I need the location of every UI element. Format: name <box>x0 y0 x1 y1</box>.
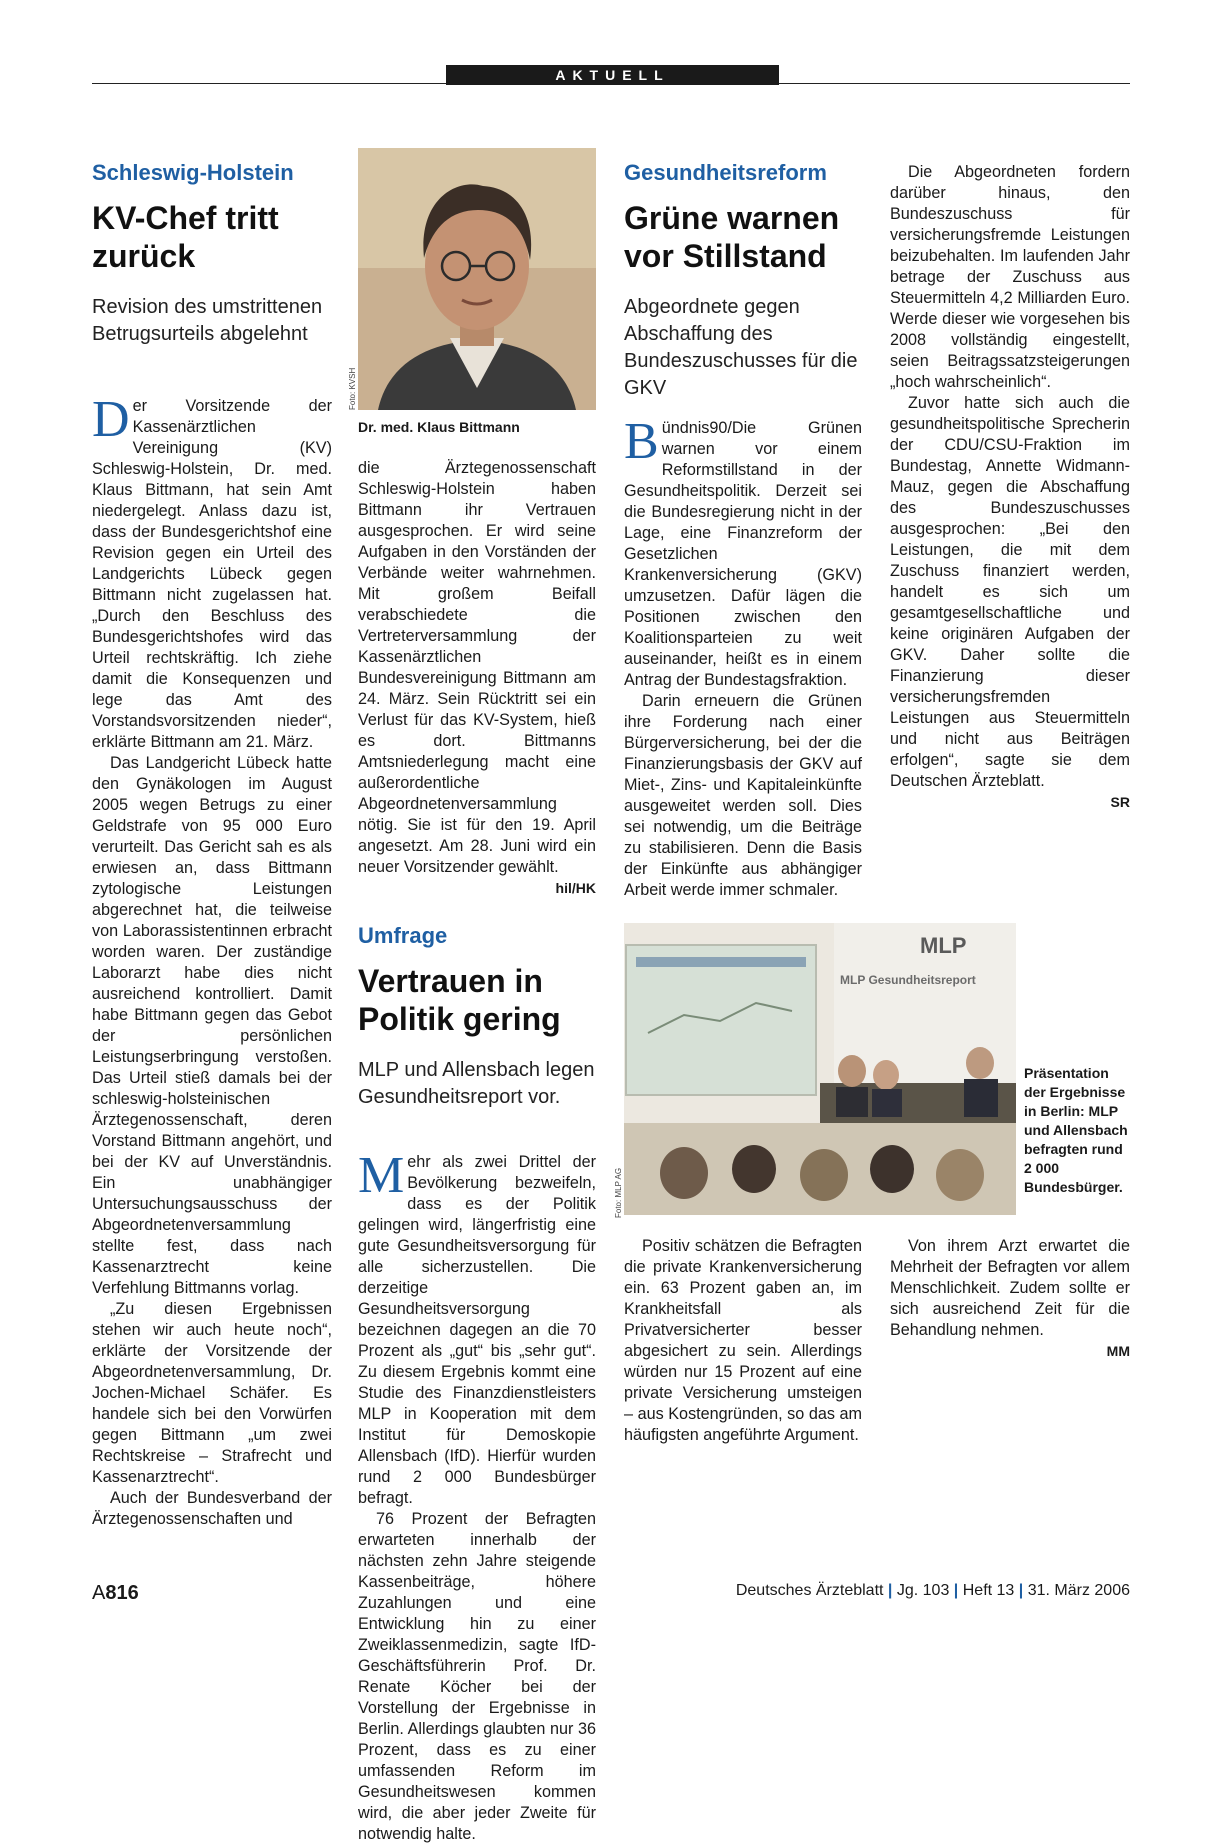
section-label: AKTUELL <box>446 65 779 85</box>
portrait-photo-credit: Foto: KVSH <box>348 367 357 410</box>
event-photo-banner: MLP Gesundheitsreport <box>840 973 976 987</box>
article1-paragraph1: er Vorsitzende der Kassenärztlichen Vereinigung (KV) Schleswig-Holstein, Dr. med. Klaus Bittmann, hat sein Amt niedergelegt. Anlass dazu ist, dass der Bundesgerichtshof eine Revision gegen ein Urteil des Landgerichts Lübeck gegen Bittmann nicht zugelassen hat. „Durch den Beschluss des Bundesgerichtshofes wird das Urteil rechtskräftig. Ich ziehe damit die Konsequenzen und lege das Amt des Vorstandsvorsitzenden nieder“, erklärte Bittmann am 21. März. <box>92 397 332 751</box>
footer-citation <box>736 1582 1130 1600</box>
page-number <box>92 1582 139 1605</box>
article1-kicker: Schleswig-Holstein <box>92 160 294 185</box>
article1-paragraph4: Auch der Bundesverband der Ärztegenossenschaften und <box>92 1489 332 1528</box>
article3-paragraph2: 76 Prozent der Befragten erwarteten innerhalb der nächsten zehn Jahre steigende Kassenbeiträge, höhere Zuzahlungen und eine Entwicklung hin zu einer Zweiklassenmedizin, sagte IfD-Geschäftsführerin Prof. Dr. Renate Köcher bei der Vorstellung der Ergebnisse in Berlin. Allerdings glaubten nur 36 Prozent, dass es zu einer umfassenden Reform im Gesundheitswesen kommen wird, die aber jeder Zweite für notwendig halte. <box>358 1510 596 1843</box>
article1-column1 <box>92 391 332 1530</box>
article3-column2 <box>624 1236 862 1446</box>
footer-issue: Heft 13 <box>962 1582 1015 1599</box>
article2-paragraph4: Zuvor hatte sich auch die gesundheitspolitische Sprecherin der CDU/CSU-Fraktion im Bundestag, Annette Widmann-Mauz, gegen die Abschaffung des Bundeszuschusses ausgesprochen: „Bei den Leistungen, die mit dem Zuschuss finanziert werden, handelt es sich um gesamtgesellschaftliche und keine originären Aufgaben der GKV. Daher sollte die Finanzierung dieser versicherungsfremden Leistungen aus Steuermitteln und nicht aus Beiträgen erfolgen“, sagte sie dem Deutschen Ärzteblatt. <box>890 394 1130 790</box>
article2-dropcap: B <box>624 413 659 470</box>
article2-headline: Grüne warnen vor Stillstand <box>624 200 840 274</box>
article3-subline: MLP und Allensbach legen Gesundheitsreport vor. <box>358 1059 595 1108</box>
article3-paragraph1: ehr als zwei Drittel der Bevölkerung bezweifeln, dass es der Politik gelingen wird, längerfristig eine gute Gesundheitsversorgung für alle sicherzustellen. Die derzeitige Gesundheitsversorgung bezeichnen dagegen an die 70 Prozent als „gut“ bis „sehr gut“. Zu diesem Ergebnis kommt eine Studie des Finanzdienstleisters MLP in Kooperation mit dem Institut für Demoskopie Allensbach (IfD). Hierfür wurden rund 2 000 Bundesbürger befragt. <box>358 1153 596 1507</box>
article1-column2 <box>358 458 596 899</box>
event-photo <box>624 923 1016 1215</box>
article2-kicker: Gesundheitsreform <box>624 160 827 185</box>
article3-dropcap: M <box>358 1147 405 1204</box>
event-photo-logo: MLP <box>920 933 967 958</box>
article1-subline: Revision des umstrittenen Betrugsurteils abgelehnt <box>92 296 323 345</box>
article3-signature: MM <box>1106 1343 1130 1359</box>
article1-paragraph2: Das Landgericht Lübeck hatte den Gynäkologen im August 2005 wegen Betrugs zu einer Geldstrafe von 95 000 Euro verurteilt. Das Gericht sah es als erwiesen an, dass Bittmann zytologische Leistungen abgerechnet hat, die teilweise von Laborassistentinnen erbracht worden waren. Der zuständige Laborarzt habe dies nicht ausreichend kontrolliert. Damit habe Bittmann gegen das Gebot der persönlichen Leistungserbringung verstoßen. Das Urteil stieß damals bei der schleswig-holsteinischen Ärztegenossenschaft, deren Vorstand Bittmann angehört, und bei der KV auf Unverständnis. Ein unabhängiger Untersuchungsausschuss der Abgeordnetenversammlung stellte fest, dass nach Kassenarztrecht keine Verfehlung Bittmanns vorlag. <box>92 754 332 1297</box>
article3-headline: Vertrauen in Politik gering <box>358 963 561 1037</box>
article2-column2 <box>890 162 1130 813</box>
article3-paragraph4: Von ihrem Arzt erwartet die Mehrheit der Befragten vor allem Menschlichkeit. Zudem sollte er sich ausreichend Zeit für die Behandlung nehmen. <box>890 1237 1130 1339</box>
page-number-value: 816 <box>105 1582 139 1604</box>
article1-headline: KV-Chef tritt zurück <box>92 200 279 274</box>
article3-paragraph3: Positiv schätzen die Befragten die private Krankenversicherung ein. 63 Prozent gaben an, im Krankheitsfall als Privatversicherter besser abgesichert zu sein. Allerdings würden nur 15 Prozent auf eine private Versicherung umsteigen – aus Kostengründen, so das am häufigsten angeführte Argument. <box>624 1237 862 1444</box>
article2-paragraph3: Die Abgeordneten fordern darüber hinaus, den Bundeszuschuss für versicherungsfremde Leistungen beizubehalten. Im laufenden Jahr betrage der Zuschuss aus Steuermitteln 4,2 Milliarden Euro. Werde dieser wie vorgesehen bis 2008 vollständig eingestellt, seien Beitragssatzsteigerungen „hoch wahrscheinlich“. <box>890 163 1130 391</box>
page-prefix: A <box>92 1582 106 1604</box>
article2-signature: SR <box>1110 794 1130 810</box>
article3-column3 <box>890 1236 1130 1362</box>
event-photo-caption: Präsentation der Ergebnisse in Berlin: MLP und Allensbach befragten rund 2 000 Bundesbürger. <box>1024 1065 1128 1195</box>
article2-subline: Abgeordnete gegen Abschaffung des Bundeszuschusses für die GKV <box>624 296 858 399</box>
article2-paragraph1: ündnis90/Die Grünen warnen vor einem Reformstillstand in der Gesundheitspolitik. Derzeit sei die Bundesregierung nicht in der Lage, eine Finanzreform der Gesetzlichen Krankenversicherung (GKV) umzusetzen. Dafür lägen die Positionen zwischen den Koalitionsparteien zu weit auseinander, heißt es in einem Antrag der Bundestagsfraktion. <box>624 419 862 689</box>
article2-column1 <box>624 413 862 901</box>
portrait-photo-caption: Dr. med. Klaus Bittmann <box>358 419 520 435</box>
footer-volume: Jg. 103 <box>896 1582 950 1599</box>
footer-separator: | <box>887 1582 893 1599</box>
article3-kicker: Umfrage <box>358 923 448 948</box>
portrait-photo <box>358 148 596 410</box>
footer-separator: | <box>953 1582 959 1599</box>
article1-signature: hil/HK <box>555 880 596 896</box>
footer-journal: Deutsches Ärzteblatt <box>735 1582 884 1599</box>
article3-column1 <box>358 1147 596 1845</box>
event-photo-credit: Foto: MLP AG <box>614 1167 623 1218</box>
article2-paragraph2: Darin erneuern die Grünen ihre Forderung nach einer Bürgerversicherung, bei der die Finanzierungsbasis der GKV auf Miet-, Zins- und Kapitaleinkünfte ausgeweitet werden soll. Dies sei notwendig, um die Beiträge zu stabilisieren. Denn die Basis der Einkünfte aus abhängiger Arbeit werde immer schmaler. <box>624 692 862 899</box>
article1-dropcap: D <box>92 391 130 448</box>
footer-separator: | <box>1018 1582 1024 1599</box>
footer-date: 31. März 2006 <box>1027 1582 1130 1599</box>
article1-paragraph3: „Zu diesen Ergebnissen stehen wir auch heute noch“, erklärte der Vorsitzende der Abgeordnetenversammlung, Dr. Jochen-Michael Schäfer. Es handele sich bei den Vorwürfen gegen Bittmann „um zwei Rechtskreise – Strafrecht und Kassenarztrecht“. <box>92 1300 332 1486</box>
article1-paragraph5: die Ärztegenossenschaft Schleswig-Holstein haben Bittmann ihr Vertrauen ausgesprochen. Er wird seine Aufgaben in den Vorständen der Verbände weiter wahrnehmen. Mit großem Beifall verabschiedete die Vertreterversammlung der Kassenärztlichen Bundesvereinigung Bittmann am 24. März. Sein Rücktritt sei ein Verlust für das KV-System, hieß es dort. Bittmanns Amtsniederlegung macht eine außerordentliche Abgeordnetenversammlung nötig. Sie ist für den 19. April angesetzt. Am 28. Juni wird ein neuer Vorsitzender gewählt. <box>358 459 596 876</box>
